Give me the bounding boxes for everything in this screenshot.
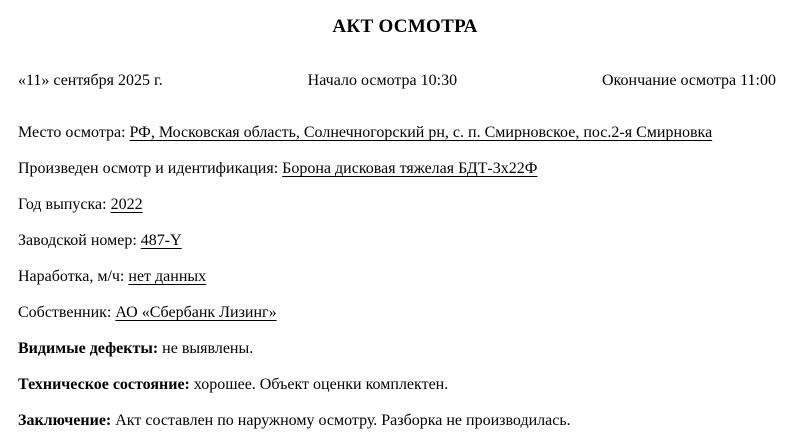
field-operating-hours bbox=[18, 267, 792, 287]
field-serial-number bbox=[18, 231, 792, 251]
field-owner-value: АО «Сбербанк Лизинг» bbox=[115, 304, 277, 321]
field-place-of-inspection bbox=[18, 123, 792, 143]
fields-section bbox=[0, 123, 810, 431]
field-serial-number-value: 487-Y bbox=[140, 232, 182, 249]
field-year-of-manufacture-value: 2022 bbox=[110, 196, 143, 213]
field-technical-condition-label: Техническое состояние: bbox=[18, 376, 190, 393]
field-technical-condition bbox=[18, 375, 792, 395]
document-title: АКТ ОСМОТРА bbox=[332, 16, 478, 37]
field-owner bbox=[18, 303, 792, 323]
field-conclusion bbox=[18, 411, 792, 431]
field-year-of-manufacture bbox=[18, 195, 792, 215]
field-owner-label: Собственник: bbox=[18, 304, 112, 321]
field-conclusion-value: Акт составлен по наружному осмотру. Разборка не производилась. bbox=[115, 412, 571, 429]
field-inspected-object bbox=[18, 159, 792, 179]
field-visible-defects bbox=[18, 339, 792, 359]
inspection-date: «11» сентября 2025 г. bbox=[18, 72, 163, 89]
field-year-of-manufacture-label: Год выпуска: bbox=[18, 196, 107, 213]
inspection-end-time: Окончание осмотра 11:00 bbox=[601, 72, 776, 89]
field-operating-hours-value: нет данных bbox=[128, 268, 207, 285]
inspection-start-time: Начало осмотра 10:30 bbox=[307, 72, 458, 89]
field-serial-number-label: Заводской номер: bbox=[18, 232, 137, 249]
field-technical-condition-value: хорошее. Объект оценки комплектен. bbox=[193, 376, 449, 393]
header-row bbox=[0, 71, 810, 91]
field-visible-defects-value: не выявлены. bbox=[162, 340, 254, 357]
field-operating-hours-label: Наработка, м/ч: bbox=[18, 268, 125, 285]
field-conclusion-label: Заключение: bbox=[18, 412, 112, 429]
field-place-of-inspection-label: Место осмотра: bbox=[18, 124, 126, 141]
field-inspected-object-value: Борона дисковая тяжелая БДТ-3х22Ф bbox=[282, 160, 538, 177]
field-visible-defects-label: Видимые дефекты: bbox=[18, 340, 159, 357]
field-place-of-inspection-value: РФ, Московская область, Солнечногорский рн, с. п. Смирновское, пос.2-я Смирновка bbox=[129, 124, 713, 141]
field-inspected-object-label: Произведен осмотр и идентификация: bbox=[18, 160, 279, 177]
